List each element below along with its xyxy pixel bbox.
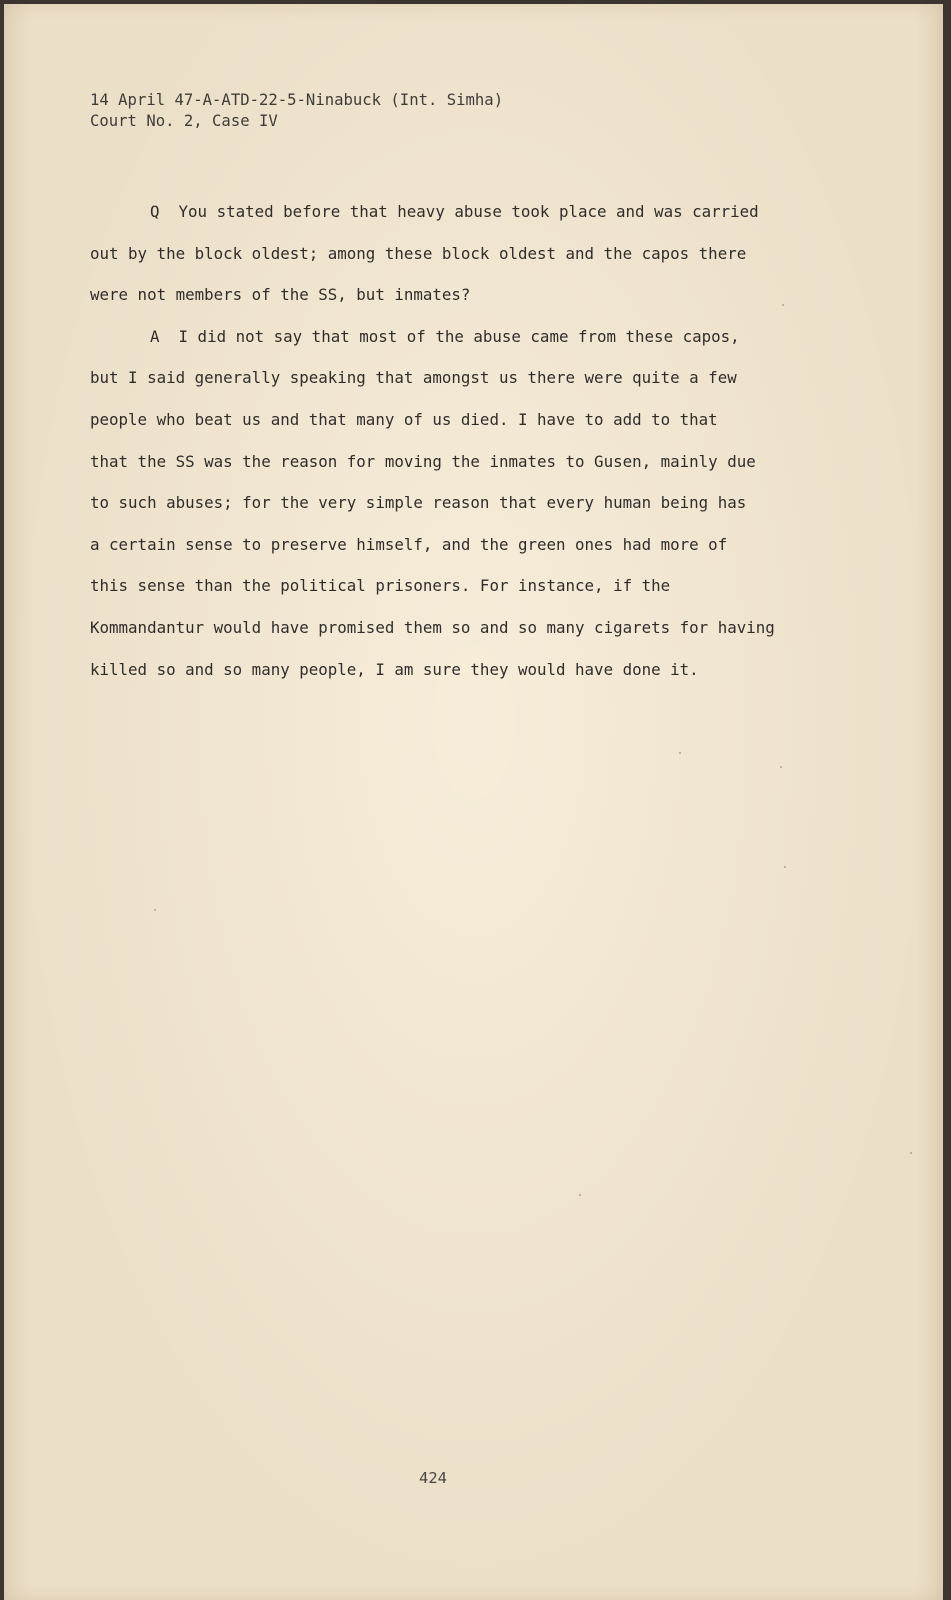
paper-speck — [679, 752, 681, 754]
paper-speck — [782, 304, 784, 306]
paper-speck — [579, 1194, 581, 1196]
answer-line: but I said generally speaking that amongst us there were quite a few — [90, 368, 737, 388]
answer-line: this sense than the political prisoners. For instance, if the — [90, 576, 671, 596]
question-line: were not members of the SS, but inmates? — [90, 285, 471, 305]
paper-speck — [780, 766, 782, 768]
document-header — [90, 90, 503, 132]
header-line-reference: 14 April 47-A-ATD-22-5-Ninabuck (Int. Simha) — [90, 91, 504, 109]
answer-line: Kommandantur would have promised them so and so many cigarets for having — [90, 617, 775, 637]
answer-paragraph — [90, 316, 835, 690]
question-paragraph — [90, 191, 835, 316]
header-line-court: Court No. 2, Case IV — [90, 112, 278, 130]
paper-speck — [154, 909, 156, 911]
answer-line: A I did not say that most of the abuse came from these capos, — [150, 326, 740, 346]
answer-line: killed so and so many people, I am sure they would have done it. — [90, 659, 699, 679]
answer-line: to such abuses; for the very simple reason that every human being has — [90, 493, 747, 513]
question-line: Q You stated before that heavy abuse took place and was carried — [150, 202, 759, 221]
answer-line: people who beat us and that many of us died. I have to add to that — [90, 409, 718, 429]
paper-speck — [784, 866, 786, 868]
paper-speck — [910, 1152, 912, 1154]
page-number: 424 — [419, 1469, 447, 1487]
transcript-body — [90, 191, 835, 690]
answer-line: that the SS was the reason for moving the inmates to Gusen, mainly due — [90, 451, 756, 471]
question-line: out by the block oldest; among these block oldest and the capos there — [90, 243, 747, 263]
document-page — [4, 4, 943, 1600]
answer-line: a certain sense to preserve himself, and the green ones had more of — [90, 534, 728, 554]
